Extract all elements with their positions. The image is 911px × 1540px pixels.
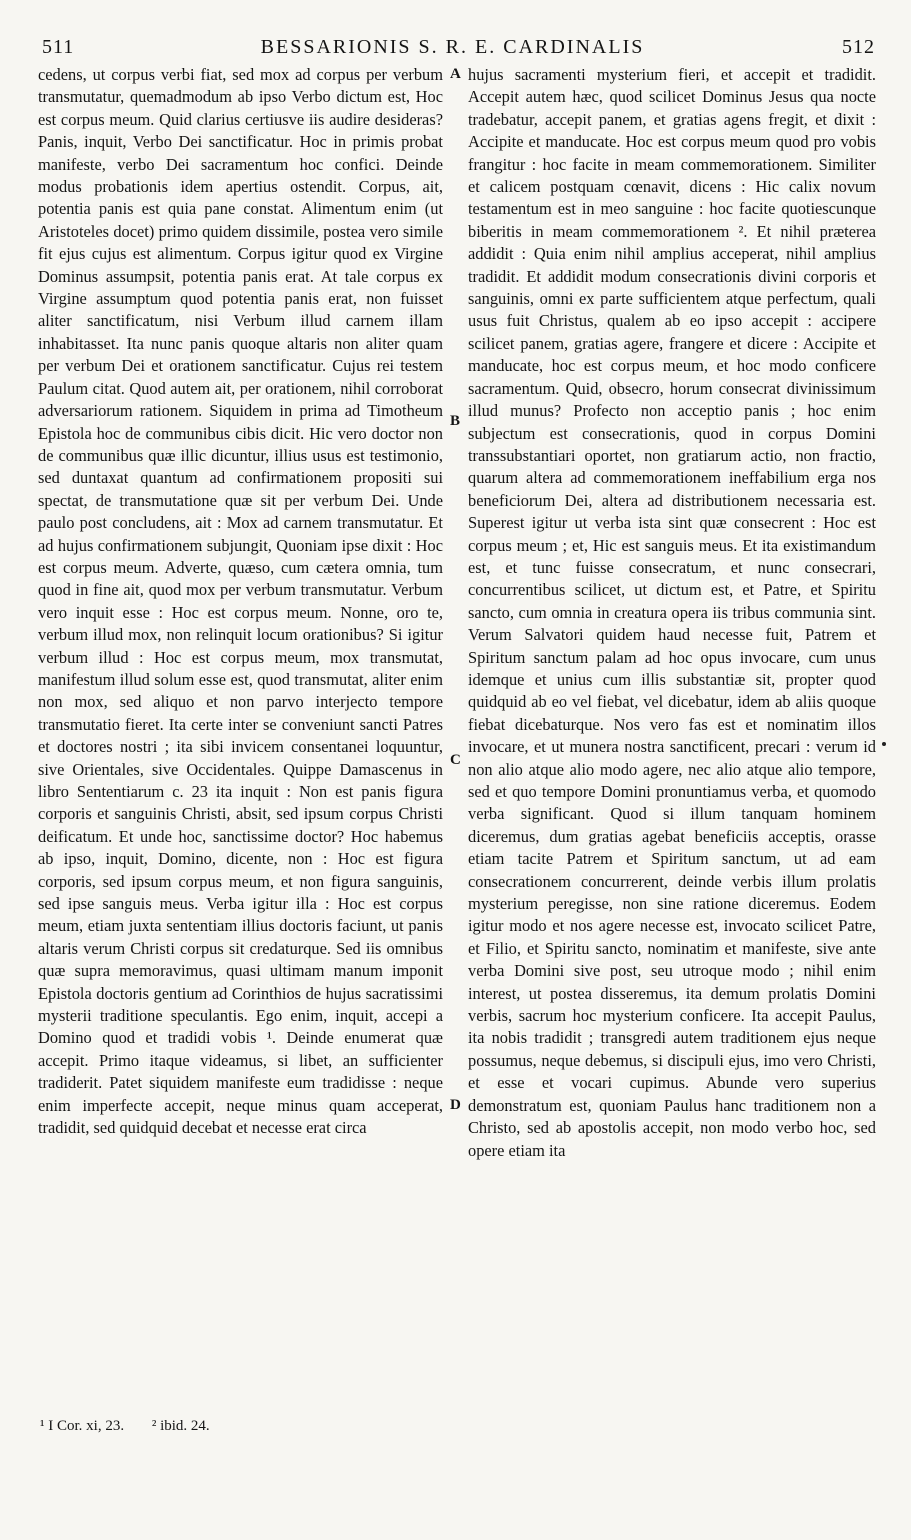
right-column-text: hujus sacramenti mysterium fieri, et accepit et tradidit. Accepit autem hæc, quod scilicet Dominus Jesus qua nocte tradebatur, accepit panem, et gratias agens fregit, et dixit : Accipite et manducate. Hoc est corpus meum quod pro vobis frangitur : hoc facite in meam commemorationem. Similiter et calicem postquam cœnavit, dicens : Hic calix novum testamentum est in meo sanguine : hoc facite quotiescunque biberitis in meam commemorationem ². Et nihil præterea addidit : Quia enim nihil amplius acceperat, nihil amplius tradidit. Et addidit modum consecrationis divini corporis et sanguinis, omni ex parte sufficientem atque perfectum, quali usus fuit Christus, qualem ab eo ipso accepit : accipere scilicet panem, gratias agere, frangere et dicere : Accipite et manducate, hoc est corpus meum, et hoc modo conficere sacramentum. Quid, obsecro, horum consecrat divinissimum illud munus? Profecto non acceptio panis ; hoc enim subjectum est consecrationis, quod in corpus Domini transsubstantiari oportet, non gratiarum actio, non fractio, quarum altera ad commemorationem ineffabilium erga nos beneficiorum Dei, altera ad distributionem necessaria est. Superest igitur ut verba ista sint quæ consecrent : Hoc est corpus meum ; et, Hic est sanguis meus. Et ita existimandum est, et tunc fuisse consecratum, et nunc consecrari, concurrentibus scilicet, ut dictum est, et Patre, et Spiritu sancto, cum omnia in creatura opera iis tribus communia sint. Verum Salvatori quidem haud necesse fuit, Patrem et Spiritum sanctum palam ad hoc opus invocare, cum unus idemque et unius cum illis substantiæ sit, propter quod quidquid ab eo vel fiebat, vel dicebatur, idem ab aliis quoque fiebat dicebaturque. Nos vero fas est et nominatim illos invocare, et ut munera nostra sanctificent, precari : verum id non alio atque alio modo agere, nec alio atque alio tempore, sed et quo tempore Domini pronuntiamus verba, et quomodo verba significant. Quod si illum tanquam hominem diceremus, dum gratias agebat beneficiis acceptis, orasse etiam tacite Patrem et Spiritum sanctum, ut ad eam consecrationem concurrerent, deinde verbis illum prolatis mysterium peregisse, non sine ratione diceremus. Eodem igitur modo et nos agere necesse est, invocato scilicet Patre, et Filio, et Spiritu sancto, nominatim et manifeste, sive ante verba Domini sive post, seu utroque modo ; nihil enim interest, ut postea disseremus, ita demum prolatis Domini verbis, sacrum hoc mysterium conficere. Ita accepit Paulus, ita nobis tradidit ; transgredi autem traditionem ejus neque possumus, neque debemus, si discipuli ejus, imo vero Christi, et esse et vocari cupimus. Abunde vero superius demonstratum est, quoniam Paulus hanc traditionem non a Christo, sed ab apostolis accepit, non modo verbo hoc, sed opere etiam ita xyxy=(468,65,876,1160)
page-number-left: 511 xyxy=(42,36,75,58)
column-marker-d: D xyxy=(450,1097,461,1113)
page-number-right: 512 xyxy=(842,36,875,58)
footnote-1: ¹ I Cor. xi, 23. xyxy=(40,1418,125,1434)
footnotes xyxy=(40,1418,234,1435)
column-marker-a: A xyxy=(450,66,461,82)
text-column-right xyxy=(468,64,876,1162)
footnote-2: ² ibid. 24. xyxy=(151,1418,210,1434)
text-column-left xyxy=(38,64,443,1140)
left-column-text: cedens, ut corpus verbi fiat, sed mox ad corpus per verbum transmutatur, quemadmodum ab ipso Verbo dictum est, Hoc est corpus meum. Quid clarius certiusve iis audire desideras? Panis, inquit, Verbo Dei sanctificatur. Hoc in primis probat manifeste, verbo Dei sacramentum hoc confici. Deinde modus probationis idem apertius ostendit. Corpus, ait, potentia panis est quia pane constat. Alimentum enim (ut Aristoteles docet) primo quidem dissimile, postea vero simile fit ejus cujus est alimentum. Corpus igitur quod ex Virgine Dominus assumpsit, potentia panis erat. At tale corpus ex Virgine assumptum quod potentia panis erat, non fuisset aliter sanctificatum, nisi Verbum illud carnem illam inhabitasset. Ita nunc panis quoque altaris non aliter quam per verbum Dei et orationem sanctificatur. Cujus rei testem Paulum citat. Quod autem ait, per orationem, nihil corroborat adversariorum rationem. Siquidem in prima ad Timotheum Epistola hoc de communibus cibis dicit. Hic vero doctor non de communibus quæ illic dicuntur, illius usus est testimonio, sed duntaxat quantum ad confirmationem propositi sui spectat, de transmutatione quæ sit per verbum Dei. Unde paulo post concludens, ait : Mox ad carnem transmutatur. Et ad hujus confirmationem subjungit, Quoniam ipse dixit : Hoc est corpus meum. Adverte, quæso, cum cætera omnia, tum quod in fine ait, quod mox per verbum transmutatur. Verbum vero inquit esse : Hoc est corpus meum. Nonne, oro te, verbum illud mox, non relinquit locum orationibus? Si igitur verbum illud : Hoc est corpus meum, mox transmutat, manifestum illud solum esse est, quod transmutat, aliter enim non mox, sed aliquo et non parvo interjecto tempore transmutatio fieret. Ita certe inter se conveniunt sancti Patres et doctores nostri ; ita sibi invicem consentanei loquuntur, sive Orientales, sive Occidentales. Quippe Damascenus in libro Sententiarum c. 23 ita inquit : Non est panis figura corporis et sanguinis Christi, absit, sed ipsum corpus Christi deificatum. Et unde hoc, sanctissime doctor? Hoc habemus ab ipso, inquit, Domino, dicente, non : Hoc est figura corporis, sed ipsum corpus meum, et non figura sanguinis, sed ipse sanguis meus. Verba igitur illa : Hoc est corpus meum, etiam juxta sententiam illius doctoris faciunt, ut panis altaris verum Christi corpus sit credaturque. Sed iis omnibus quæ supra memoravimus, quasi ultimam manum imponit Epistola doctoris gentium ad Corinthios de hujus sacratissimi mysterii traditione speculantis. Ego enim, inquit, accepi a Domino quod et tradidi vobis ¹. Deinde enumerat quæ accepit. Primo itaque videamus, si libet, an sufficienter tradiderit. Patet siquidem manifeste eum tradidisse : neque enim imperfecte accepit, neque minus quam acceperat, tradidit, sed quidquid decebat et necesse erat circa xyxy=(38,65,443,1138)
running-header xyxy=(30,30,875,64)
column-marker-c: C xyxy=(450,752,461,768)
column-marker-b: B xyxy=(450,413,461,429)
margin-dot xyxy=(882,742,886,746)
running-title: BESSARIONIS S. R. E. CARDINALIS xyxy=(260,36,645,58)
